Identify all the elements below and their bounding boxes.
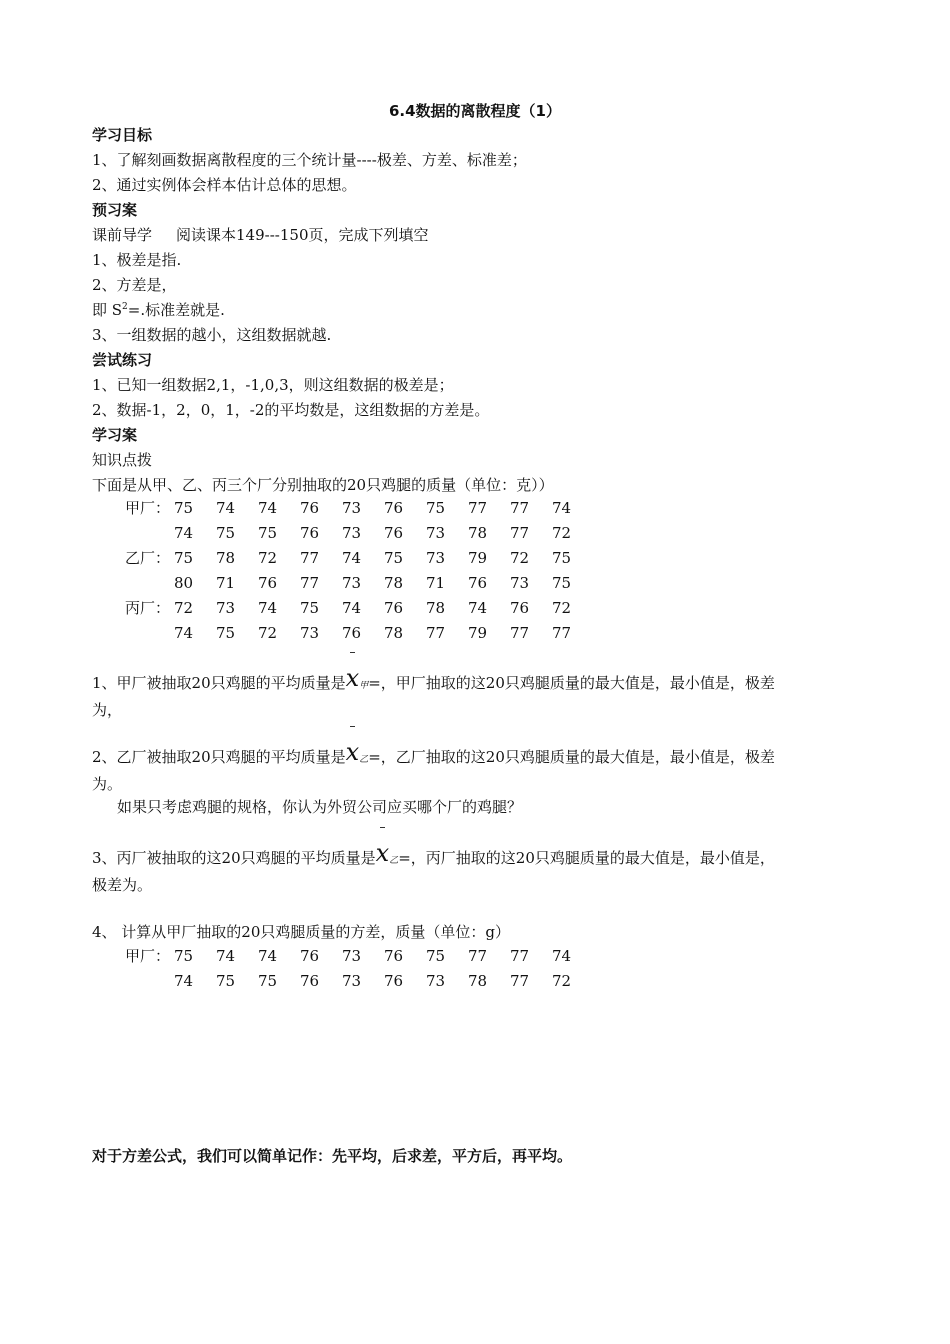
- question-3-text-c: 极差为。: [92, 876, 153, 894]
- variance-data-row: [0, 946, 950, 966]
- table-cell: 76: [300, 947, 320, 965]
- table-cell: 77: [510, 499, 530, 517]
- question-3-text-b: =，丙厂抽取的这20只鸡腿质量的最大值是，最小值是，: [398, 849, 775, 867]
- table-cell: 75: [174, 947, 194, 965]
- table-cell: 78: [216, 549, 236, 567]
- x-bar-symbol: x: [375, 839, 390, 867]
- table-cell: 75: [216, 624, 236, 642]
- x-bar-symbol: x: [345, 664, 360, 692]
- table-cell: 76: [510, 599, 530, 617]
- table-cell: 73: [426, 524, 446, 542]
- question-3-subscript: 乙: [389, 856, 399, 866]
- question-2: [92, 738, 862, 796]
- question-1-subscript: 甲: [359, 681, 369, 691]
- table-cell: 73: [342, 574, 362, 592]
- table-cell: 76: [300, 499, 320, 517]
- question-1-text-b: =，甲厂抽取的这20只鸡腿质量的最大值是，最小值是，极差: [368, 674, 775, 692]
- table-cell: 76: [342, 624, 362, 642]
- table-cell: 74: [174, 524, 194, 542]
- table-cell: 76: [384, 499, 404, 517]
- table-cell: 73: [342, 524, 362, 542]
- question-3-text-a: 3、丙厂被抽取的这20只鸡腿的平均质量是: [92, 849, 376, 867]
- table-cell: 80: [174, 574, 194, 592]
- factory-data-row: [0, 573, 950, 593]
- table-cell: 77: [510, 972, 530, 990]
- preview-question-2b-text: =.标准差就是.: [127, 301, 225, 319]
- table-cell: 75: [216, 524, 236, 542]
- practice-heading: 尝试练习: [92, 351, 153, 369]
- factory-label: 丙厂：: [125, 599, 171, 617]
- study-heading: 学习案: [92, 426, 138, 444]
- table-cell: 75: [426, 499, 446, 517]
- table-cell: 77: [510, 524, 530, 542]
- table-cell: 75: [174, 499, 194, 517]
- table-cell: 77: [468, 947, 488, 965]
- table-cell: 72: [552, 972, 572, 990]
- table-cell: 74: [258, 947, 278, 965]
- table-cell: 76: [384, 947, 404, 965]
- factory-label: 乙厂：: [125, 549, 171, 567]
- table-cell: 73: [216, 599, 236, 617]
- table-cell: 74: [174, 972, 194, 990]
- preview-question-1: 1、极差是指.: [92, 251, 182, 269]
- table-cell: 74: [216, 947, 236, 965]
- question-2-subscript: 乙: [359, 755, 369, 765]
- table-cell: 76: [384, 524, 404, 542]
- factory-data-row: [0, 548, 950, 568]
- preview-intro-label: 课前导学: [92, 226, 153, 244]
- page-title: 6.4数据的离散程度（1）: [388, 102, 561, 120]
- factory-data-row: [0, 498, 950, 518]
- preview-intro-text: 阅读课本149---150页，完成下列填空: [176, 226, 429, 244]
- objective-item-2: 2、通过实例体会样本估计总体的思想。: [92, 176, 357, 194]
- question-2-text-c: 为。: [92, 775, 123, 793]
- preview-heading: 预习案: [92, 201, 138, 219]
- table-cell: 73: [342, 947, 362, 965]
- table-cell: 72: [552, 599, 572, 617]
- table-cell: 75: [216, 972, 236, 990]
- table-cell: 75: [300, 599, 320, 617]
- table-cell: 72: [258, 549, 278, 567]
- table-cell: 74: [342, 549, 362, 567]
- variance-exponent: 2: [122, 302, 128, 312]
- preview-question-3: 3、一组数据的越小，这组数据就越.: [92, 326, 332, 344]
- table-cell: 77: [510, 947, 530, 965]
- table-cell: 76: [384, 599, 404, 617]
- question-2-text-a: 2、乙厂被抽取20只鸡腿的平均质量是: [92, 748, 346, 766]
- factory-label: 甲厂：: [125, 947, 171, 965]
- table-cell: 77: [468, 499, 488, 517]
- table-cell: 77: [426, 624, 446, 642]
- table-cell: 78: [384, 574, 404, 592]
- objectives-heading: 学习目标: [92, 126, 153, 144]
- question-1-text-a: 1、甲厂被抽取20只鸡腿的平均质量是: [92, 674, 346, 692]
- table-cell: 77: [510, 624, 530, 642]
- table-cell: 73: [342, 499, 362, 517]
- table-cell: 72: [258, 624, 278, 642]
- table-cell: 73: [510, 574, 530, 592]
- factory-data-row: [0, 623, 950, 643]
- table-cell: 76: [300, 524, 320, 542]
- factory-data-row: [0, 598, 950, 618]
- table-cell: 72: [510, 549, 530, 567]
- table-cell: 74: [258, 599, 278, 617]
- question-1: [92, 664, 862, 722]
- table-cell: 74: [174, 624, 194, 642]
- table-cell: 73: [426, 972, 446, 990]
- table-cell: 79: [468, 549, 488, 567]
- question-3: [92, 839, 862, 897]
- question-note: 如果只考虑鸡腿的规格，你认为外贸公司应买哪个厂的鸡腿？: [117, 798, 523, 816]
- table-cell: 73: [426, 549, 446, 567]
- table-cell: 75: [258, 524, 278, 542]
- table-cell: 76: [258, 574, 278, 592]
- factory-label: 甲厂：: [125, 499, 171, 517]
- table-cell: 78: [384, 624, 404, 642]
- study-subheading: 知识点拨: [92, 451, 153, 469]
- table-cell: 79: [468, 624, 488, 642]
- table-cell: 75: [552, 574, 572, 592]
- table-cell: 74: [552, 499, 572, 517]
- table-cell: 75: [426, 947, 446, 965]
- table-cell: 72: [174, 599, 194, 617]
- table-cell: 78: [426, 599, 446, 617]
- question-2-text-b: =，乙厂抽取的这20只鸡腿质量的最大值是，最小值是，极差: [368, 748, 775, 766]
- preview-question-2b: [92, 300, 225, 320]
- question-1-text-c: 为，: [92, 701, 123, 719]
- preview-intro: [92, 225, 428, 245]
- x-bar-symbol: x: [345, 738, 360, 766]
- table-cell: 75: [384, 549, 404, 567]
- table-cell: 75: [552, 549, 572, 567]
- table-cell: 73: [342, 972, 362, 990]
- summary-note: 对于方差公式，我们可以简单记作：先平均，后求差，平方后，再平均。: [92, 1147, 573, 1165]
- question-4: 4、 计算从甲厂抽取的20只鸡腿质量的方差，质量（单位：g）: [92, 923, 511, 941]
- practice-question-2: 2、数据-1，2，0，1，-2的平均数是，这组数据的方差是。: [92, 401, 490, 419]
- table-cell: 77: [552, 624, 572, 642]
- table-cell: 74: [258, 499, 278, 517]
- table-cell: 74: [468, 599, 488, 617]
- table-cell: 71: [426, 574, 446, 592]
- table-cell: 74: [216, 499, 236, 517]
- table-cell: 76: [300, 972, 320, 990]
- factory-data-row: [0, 523, 950, 543]
- table-cell: 74: [342, 599, 362, 617]
- table-cell: 75: [258, 972, 278, 990]
- table-cell: 75: [174, 549, 194, 567]
- variance-symbol: 即 S: [92, 301, 123, 319]
- table-cell: 74: [552, 947, 572, 965]
- table-cell: 76: [468, 574, 488, 592]
- objective-item-1: 1、了解刻画数据离散程度的三个统计量----极差、方差、标准差；: [92, 151, 527, 169]
- practice-question-1: 1、已知一组数据2,1，-1,0,3，则这组数据的极差是；: [92, 376, 454, 394]
- preview-question-2: 2、方差是，: [92, 276, 177, 294]
- table-cell: 77: [300, 574, 320, 592]
- study-intro: 下面是从甲、乙、丙三个厂分别抽取的20只鸡腿的质量（单位：克））: [92, 476, 554, 494]
- table-cell: 72: [552, 524, 572, 542]
- table-cell: 76: [384, 972, 404, 990]
- table-cell: 71: [216, 574, 236, 592]
- table-cell: 78: [468, 972, 488, 990]
- variance-data-row: [0, 971, 950, 991]
- table-cell: 73: [300, 624, 320, 642]
- table-cell: 77: [300, 549, 320, 567]
- table-cell: 78: [468, 524, 488, 542]
